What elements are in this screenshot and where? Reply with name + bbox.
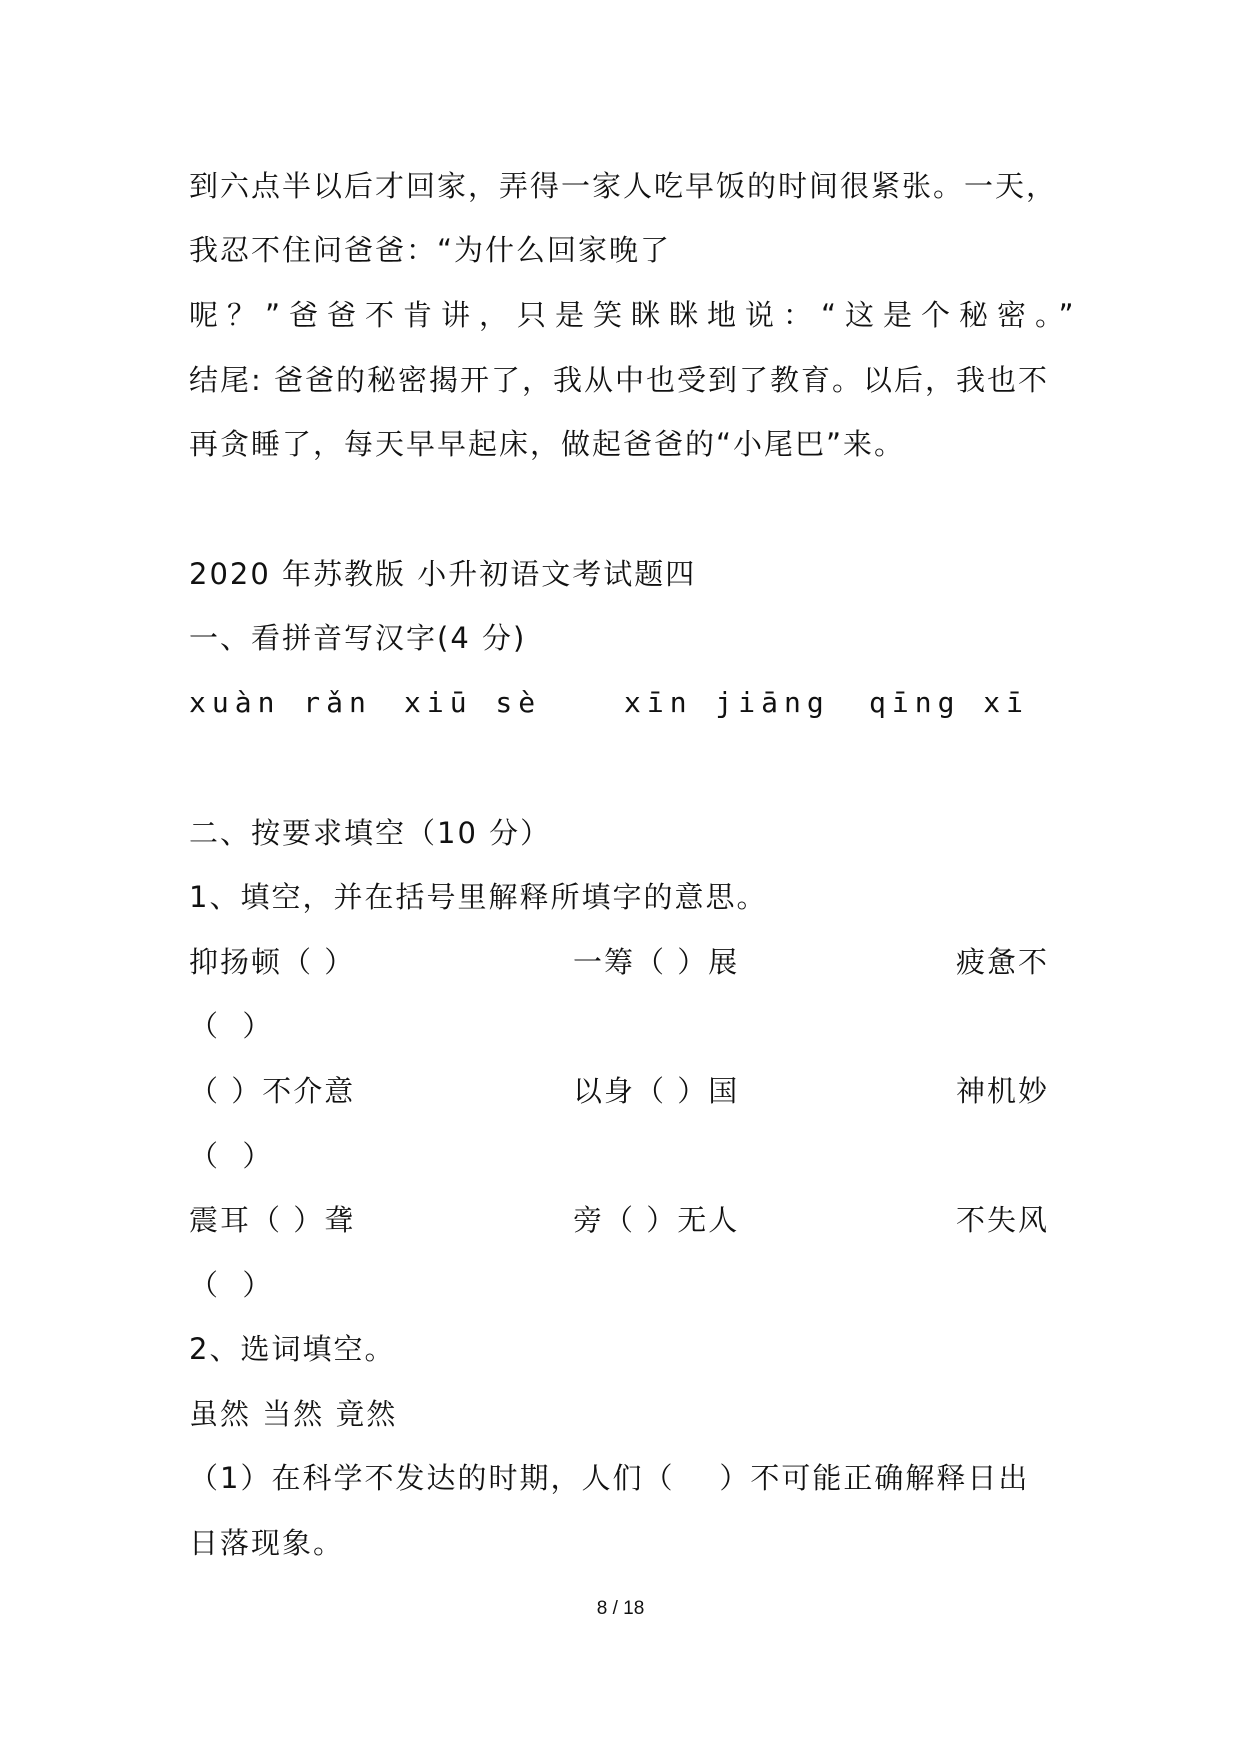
story-line-1: 到六点半以后才回家，弄得一家人吃早饭的时间很紧张。一天，	[189, 169, 1058, 203]
idiom-cell-continued: （ ）	[189, 1009, 274, 1043]
story-line-3: 呢？”爸爸不肯讲，只是笑眯眯地说：“这是个秘密。”	[189, 298, 1083, 332]
story-line-2: 我忍不住问爸爸：“为什么回家晚了	[189, 233, 672, 267]
pinyin-item: qīng xī	[869, 686, 1030, 719]
question-2: 2、选词填空。	[189, 1332, 396, 1366]
question-2-1-line-2: 日落现象。	[189, 1526, 345, 1560]
exam-title: 2020 年苏教版 小升初语文考试题四	[189, 557, 697, 591]
idiom-cell-continued: （ ）	[189, 1139, 274, 1173]
idiom-cell: 疲惫不	[956, 945, 1050, 979]
section-1-heading: 一、看拼音写汉字(4 分)	[189, 621, 527, 655]
idiom-cell: 旁（ ）无人	[573, 1203, 740, 1237]
idiom-cell: 神机妙	[956, 1074, 1050, 1108]
question-1: 1、填空，并在括号里解释所填字的意思。	[189, 880, 768, 914]
idiom-cell-continued: （ ）	[189, 1268, 274, 1302]
idiom-cell: 不失风	[956, 1203, 1050, 1237]
idiom-cell: 一筹（ ）展	[573, 945, 740, 979]
word-choices: 虽然 当然 竟然	[189, 1397, 398, 1431]
pinyin-item: xiū sè	[404, 686, 542, 719]
section-2-heading: 二、按要求填空（10 分）	[189, 816, 552, 850]
idiom-cell: （ ）不介意	[189, 1074, 356, 1108]
idiom-cell: 抑扬顿（ ）	[189, 945, 356, 979]
story-line-4: 结尾: 爸爸的秘密揭开了，我从中也受到了教育。以后，我也不	[189, 363, 1049, 397]
pinyin-item: xuàn rǎn	[189, 686, 372, 719]
pinyin-item: xīn jiāng	[624, 686, 830, 719]
idiom-cell: 震耳（ ）聋	[189, 1203, 356, 1237]
idiom-cell: 以身（ ）国	[573, 1074, 740, 1108]
story-line-5: 再贪睡了，每天早早起床，做起爸爸的“小尾巴”来。	[189, 427, 906, 461]
page-number: 8 / 18	[596, 1598, 645, 1619]
question-2-1-line-1: （1）在科学不发达的时期，人们（ ）不可能正确解释日出	[189, 1461, 1030, 1495]
